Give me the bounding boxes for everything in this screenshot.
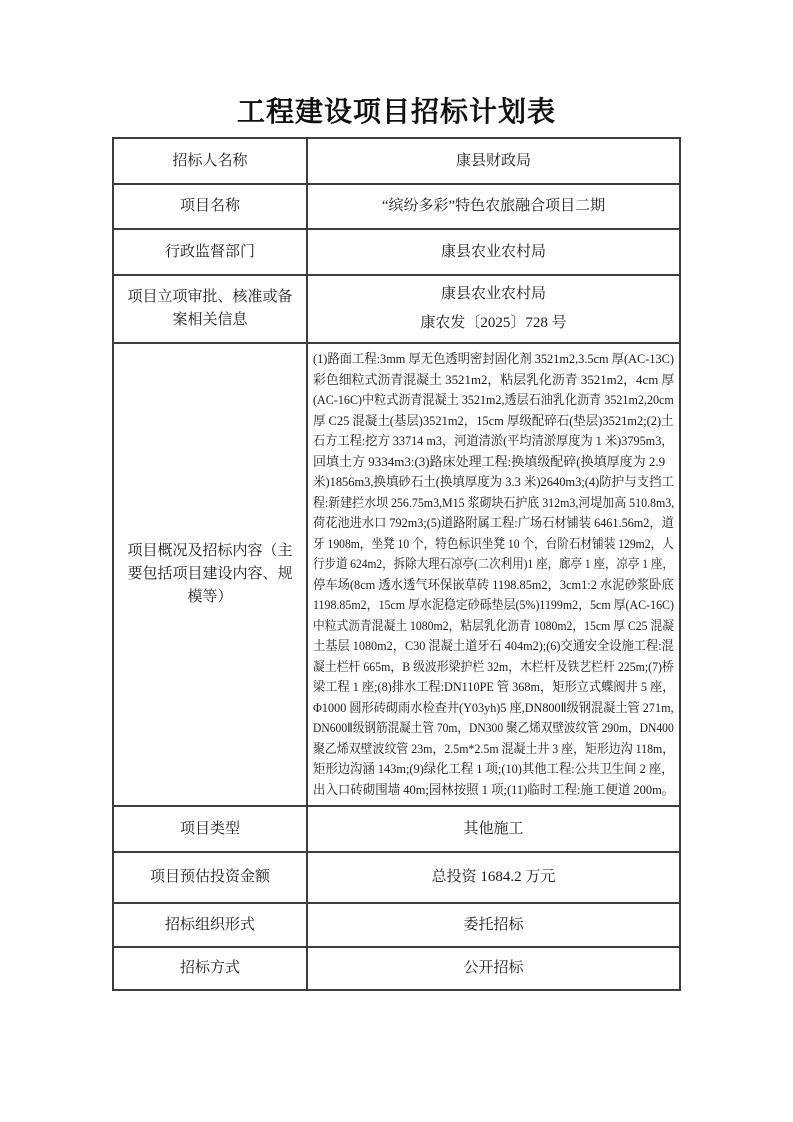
value-line: 1198.85m2，15cm 厚水泥稳定砂砾垫层(5%)1199m2，5cm 厚(AC-16C) bbox=[313, 597, 674, 612]
value-line: 聚乙烯双壁波纹管 23m，2.5m*2.5m 混凝土井 3 座，矩形边沟 118m， bbox=[313, 740, 675, 756]
value-line: 公开招标 bbox=[463, 960, 524, 976]
value-line: 康农发〔2025〕728 号 bbox=[420, 315, 567, 331]
table-row-project-type bbox=[113, 806, 680, 852]
table-row-project-approval-info bbox=[113, 275, 680, 343]
value-line: 矩形边沟涵 143m;(9)绿化工程 1 项;(10)其他工程:公共卫生间 2 座， bbox=[313, 761, 674, 776]
value-line: 康县农业农村局 bbox=[440, 243, 546, 260]
table-row-estimated-investment bbox=[113, 852, 680, 903]
table-row-project-overview bbox=[113, 343, 680, 806]
table-row-administrative-supervision bbox=[113, 229, 680, 275]
value-line: 其他施工 bbox=[463, 820, 524, 837]
value-line: 回填土方 9334m3:(3)路床处理工程:换填级配碎(换填厚度为 2.9 bbox=[313, 453, 666, 469]
row-value-project-type bbox=[307, 806, 680, 852]
value-line: 康县财政局 bbox=[455, 152, 531, 169]
page-title: 工程建设项目招标计划表 bbox=[236, 96, 556, 127]
row-label-administrative-supervision: 行政监督部门 bbox=[113, 229, 307, 275]
row-value-bidding-method bbox=[307, 947, 680, 990]
row-label-bidding-method: 招标方式 bbox=[113, 947, 307, 990]
value-line: 停车场(8cm 透水透气环保嵌草砖 1198.85m2，3cm1:2 水泥砂浆卧底 bbox=[313, 576, 674, 592]
row-label-project-overview: 项目概况及招标内容（主要包括项目建设内容、规模等） bbox=[113, 343, 307, 806]
value-line: 委托招标 bbox=[463, 916, 524, 933]
row-value-project-name bbox=[307, 184, 680, 229]
value-line: (AC-16C)中粒式沥青混凝土 3521m2,透层石油乳化沥青 3521m2,20cm bbox=[313, 392, 674, 407]
row-label-bidding-organization-form: 招标组织形式 bbox=[113, 903, 307, 947]
row-value-project-approval-info bbox=[307, 275, 680, 343]
value-line: 行步道 624m2，拆除大理石凉亭(二次利用)1 座，廊亭 1 座，凉亭 1 座， bbox=[313, 556, 674, 571]
value-line: 中粒式沥青混凝土 1080m2，粘层乳化沥青 1080m2，15cm 厚 C25 混凝 bbox=[313, 617, 675, 633]
bidding-plan-table bbox=[112, 137, 681, 991]
table-row-bidding-method bbox=[113, 947, 680, 990]
table-row-bidding-organization-form bbox=[113, 903, 680, 947]
value-line: 康县农业农村局 bbox=[440, 286, 546, 302]
row-label-project-approval-info: 项目立项审批、核准或备案相关信息 bbox=[113, 275, 307, 343]
table-row-bidder-name bbox=[113, 138, 680, 184]
value-line: 程:新建拦水坝 256.75m3,M15 浆砌块石护底 312m3,河堤加高 510.8m3, bbox=[313, 494, 675, 510]
row-value-bidder-name bbox=[307, 138, 680, 184]
value-line: 梁工程 1 座;(8)排水工程:DN110PE 管 368m，矩形立式蝶阀井 5 座， bbox=[313, 679, 675, 694]
value-line: 彩色细粒式沥青混凝土 3521m2，粘层乳化沥青 3521m2，4cm 厚 bbox=[313, 371, 675, 387]
row-label-bidder-name: 招标人名称 bbox=[113, 138, 307, 184]
row-value-bidding-organization-form bbox=[307, 903, 680, 947]
row-value-administrative-supervision bbox=[307, 229, 680, 275]
value-line: DN600Ⅱ级钢筋混凝土管 70m，DN300 聚乙烯双壁波纹管 290m，DN400 bbox=[313, 720, 674, 735]
value-line: 土基层 1080m2，C30 混凝土道牙石 404m2);(6)交通安全设施工程:混 bbox=[313, 638, 674, 653]
value-line: 出入口砖砌围墙 40m;园林按照 1 项;(11)临时工程:施工便道 200m。 bbox=[313, 781, 675, 797]
value-line: 厚 C25 混凝土(基层)3521m2，15cm 厚级配碎石(垫层)3521m2;(2)土 bbox=[313, 412, 674, 428]
value-line: 荷花池进水口 792m3;(5)道路附属工程:广场石材铺装 6461.56m2，道 bbox=[313, 515, 674, 530]
table-row-project-name bbox=[113, 184, 680, 229]
row-value-project-overview bbox=[307, 343, 680, 806]
value-line: (1)路面工程:3mm 厚无色透明密封固化剂 3521m2,3.5cm 厚(AC-13C) bbox=[313, 351, 674, 366]
value-line: Φ1000 圆形砖砌雨水检查井(Y03yh)5 座,DN800Ⅱ级钢混凝土管 271m, bbox=[313, 699, 674, 715]
value-line: 凝土栏杆 665m，B 级波形梁护栏 32m，木栏杆及铁艺栏杆 225m;(7)桥 bbox=[313, 658, 674, 674]
value-line: 总投资 1684.2 万元 bbox=[431, 869, 556, 885]
value-line: 牙 1908m，坐凳 10 个，特色标识坐凳 10 个，台阶石材铺装 129m2，人 bbox=[313, 535, 674, 551]
row-label-project-name: 项目名称 bbox=[113, 184, 307, 229]
row-value-estimated-investment bbox=[307, 852, 680, 903]
row-label-project-type: 项目类型 bbox=[113, 806, 307, 852]
row-label-estimated-investment: 项目预估投资金额 bbox=[113, 852, 307, 903]
value-line: 石方工程:挖方 33714 m3，河道清淤(平均清淤厚度为 1 米)3795m3， bbox=[313, 433, 674, 448]
value-line: “缤纷多彩”特色农旅融合项目二期 bbox=[381, 198, 606, 214]
value-line: 米)1856m3,换填砂石土(换填厚度为 3.3 米)2640m3;(4)防护与支挡工 bbox=[313, 474, 674, 489]
